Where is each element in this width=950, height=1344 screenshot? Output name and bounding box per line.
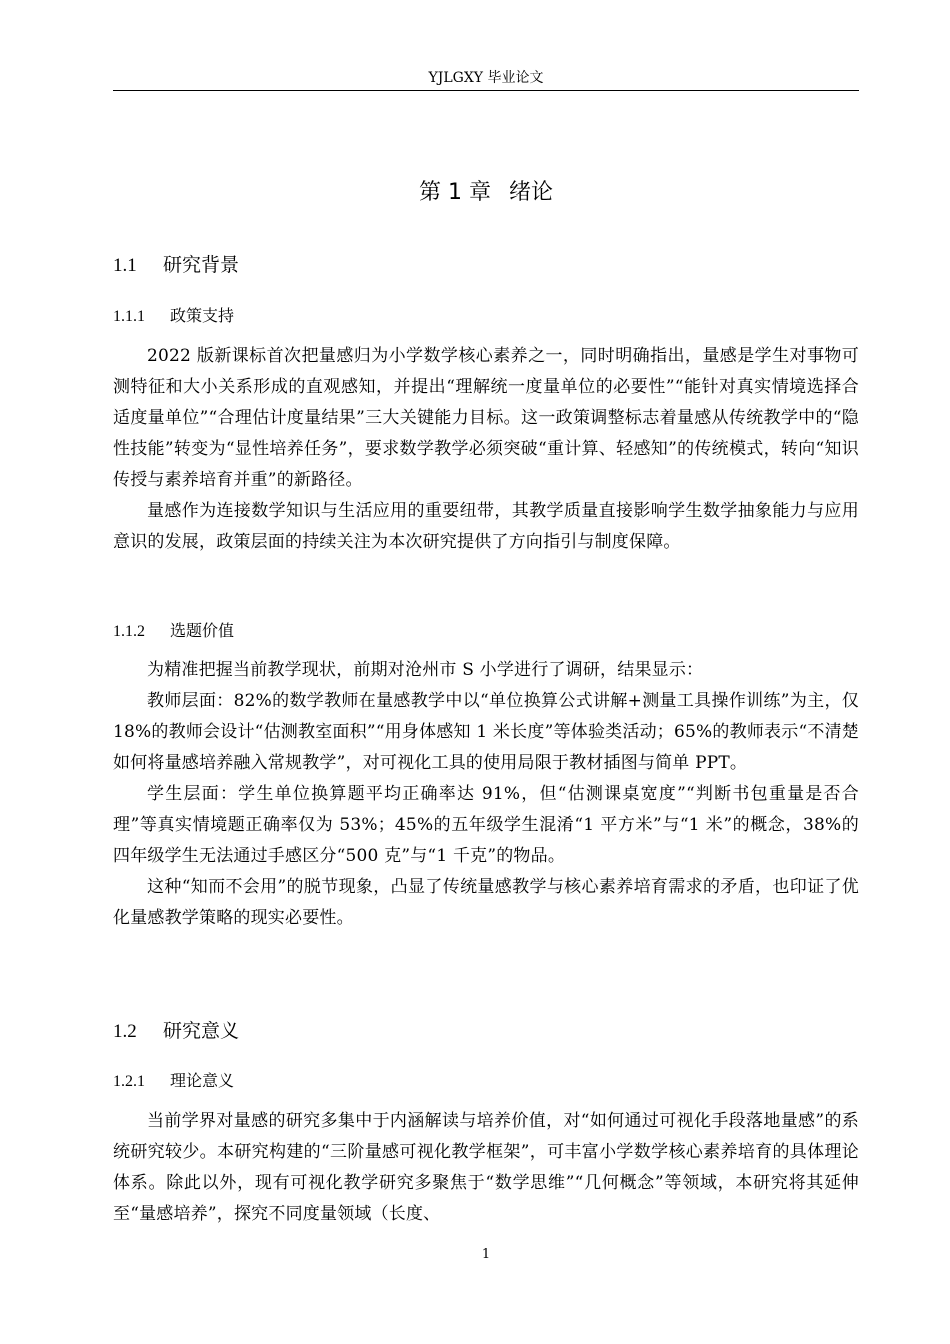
subsection-heading-1-2-1	[113, 1070, 234, 1093]
policy-support-body	[113, 341, 859, 558]
paragraph: 教师层面：82%的数学教师在量感教学中以“单位换算公式讲解+测量工具操作训练”为主，仅 18%的教师会设计“估测教室面积”“用身体感知 1 米长度”等体验类活动；65%的教师表示“不清楚如何将量感培养融入常规教学”，对可视化工具的使用局限于教材插图与简单 PPT。	[113, 691, 859, 773]
chapter-name: 绪论	[508, 180, 553, 205]
paragraph: 当前学界对量感的研究多集中于内涵解读与培养价值，对“如何通过可视化手段落地量感”的系统研究较少。本研究构建的“三阶量感可视化教学框架”，可丰富小学数学核心素养培育的具体理论体系。除此以外，现有可视化教学研究多聚焦于“数学思维”“几何概念”等领域，本研究将其延伸至“量感培养”，探究不同度量领域（长度、	[113, 1111, 859, 1224]
subsection-number: 1.1.1	[113, 308, 145, 325]
subsection-heading-1-1-1	[113, 305, 234, 328]
page-number: 1	[481, 1247, 491, 1262]
section-title: 研究意义	[163, 1020, 240, 1042]
chapter-number: 第 1 章	[419, 180, 491, 205]
subsection-title: 理论意义	[170, 1071, 235, 1090]
paragraph: 这种“知而不会用”的脱节现象，凸显了传统量感教学与核心素养培育需求的矛盾，也印证了优化量感教学策略的现实必要性。	[113, 877, 859, 928]
section-number: 1.2	[113, 1021, 137, 1042]
running-header: YJLGXY 毕业论文	[428, 70, 544, 86]
theoretical-significance-body	[113, 1106, 859, 1230]
header-rule	[113, 90, 859, 91]
section-heading-1-2	[113, 1018, 239, 1045]
section-title: 研究背景	[163, 254, 240, 276]
section-number: 1.1	[113, 255, 137, 276]
subsection-number: 1.2.1	[113, 1073, 145, 1090]
paragraph: 学生层面：学生单位换算题平均正确率达 91%，但“估测课桌宽度”“判断书包重量是否合理”等真实情境题正确率仅为 53%；45%的五年级学生混淆“1 平方米”与“1 米”的概念，38%的四年级学生无法通过手感区分“500 克”与“1 千克”的物品。	[113, 784, 859, 866]
subsection-number: 1.1.2	[113, 623, 145, 640]
subsection-heading-1-1-2	[113, 620, 234, 643]
section-heading-1-1	[113, 252, 239, 279]
topic-value-body	[113, 655, 859, 934]
subsection-title: 选题价值	[170, 621, 235, 640]
paragraph: 量感作为连接数学知识与生活应用的重要纽带，其教学质量直接影响学生数学抽象能力与应用意识的发展，政策层面的持续关注为本次研究提供了方向指引与制度保障。	[113, 501, 859, 552]
subsection-title: 政策支持	[170, 306, 235, 325]
paragraph: 为精准把握当前教学现状，前期对沧州市 S 小学进行了调研，结果显示：	[147, 660, 704, 680]
chapter-title	[113, 178, 859, 208]
paragraph: 2022 版新课标首次把量感归为小学数学核心素养之一，同时明确指出，量感是学生对事物可测特征和大小关系形成的直观感知，并提出“理解统一度量单位的必要性”“能针对真实情境选择合适度量单位”“合理估计度量结果”三大关键能力目标。这一政策调整标志着量感从传统教学中的“隐性技能”转变为“显性培养任务”，要求数学教学必须突破“重计算、轻感知”的传统模式，转向“知识传授与素养培育并重”的新路径。	[113, 346, 859, 490]
